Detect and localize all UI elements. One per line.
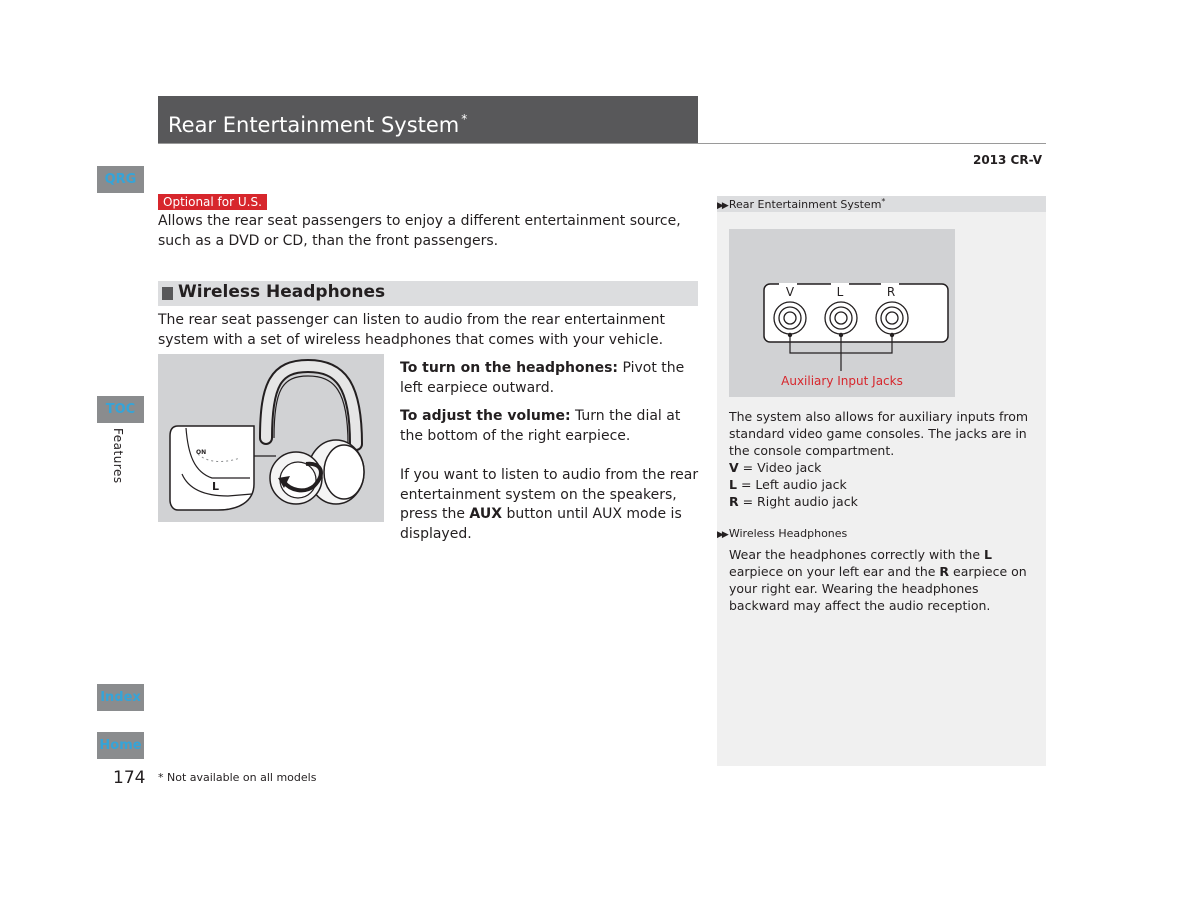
l-label: L — [212, 480, 220, 493]
jacks-caption: Auxiliary Input Jacks — [781, 374, 903, 388]
sidebar-heading-wireless-headphones[interactable]: ▶▶ Wireless Headphones — [717, 527, 848, 540]
double-arrow-icon: ▶▶ — [717, 530, 727, 540]
headphones-icon — [158, 354, 384, 522]
sidebar-heading-rear-entertainment[interactable]: ▶▶ Rear Entertainment System* — [717, 197, 886, 211]
jack-l — [825, 302, 857, 334]
jack-v — [774, 302, 806, 334]
optional-badge: Optional for U.S. — [158, 194, 267, 210]
jack-r — [876, 302, 908, 334]
section-label: Features — [111, 428, 125, 484]
model-label: 2013 CR-V — [972, 153, 1042, 167]
instruction-turn-on: To turn on the headphones: Pivot the left earpiece outward. — [400, 360, 685, 396]
intro-text: Allows the rear seat passengers to enjoy a different entertainment source, such as a DVD or CD, than the front passengers. — [158, 213, 681, 249]
input-jacks-illustration — [729, 229, 955, 397]
instruction-volume: To adjust the volume: Turn the dial at the bottom of the right earpiece. — [400, 408, 681, 444]
jack-label-r: R — [886, 285, 896, 299]
double-arrow-icon: ▶▶ — [717, 201, 727, 211]
headphones-paragraph: The rear seat passenger can listen to audio from the rear entertainment system with a set of wireless headphones that comes with your vehicle. — [158, 312, 665, 348]
on-label: ON — [196, 449, 207, 456]
subheading: Wireless Headphones — [178, 282, 386, 302]
input-jacks-icon — [729, 229, 955, 397]
headphones-note: Wear the headphones correctly with the L earpiece on your left ear and the R earpiece on your right ear. Wearing the headphones backward may affect the audio reception. — [729, 547, 1027, 613]
footnote: * Not available on all models — [158, 771, 317, 784]
legend-video: V = Video jack — [729, 460, 822, 475]
title-asterisk: * — [461, 112, 468, 126]
qrg-tab[interactable]: QRG — [97, 166, 144, 193]
home-tab[interactable]: Home — [97, 732, 144, 759]
aux-description: The system also allows for auxiliary inputs from standard video game consoles. The jacks are in the console compartment. V = Video jack L = Left audio jack R = Right audio jack — [729, 408, 1039, 510]
index-tab[interactable]: Index — [97, 684, 144, 711]
jack-label-v: V — [785, 285, 795, 299]
page-number: 174 — [113, 768, 146, 788]
subheading-marker — [162, 287, 173, 300]
legend-right: R = Right audio jack — [729, 494, 858, 509]
legend-left: L = Left audio jack — [729, 477, 847, 492]
toc-tab[interactable]: TOC — [97, 396, 144, 423]
page-title: Rear Entertainment System * — [168, 112, 468, 137]
headphones-illustration — [158, 354, 384, 522]
title-divider — [158, 143, 1046, 144]
jack-label-l: L — [836, 285, 844, 299]
instruction-aux: If you want to listen to audio from the rear entertainment system on the speakers, press the AUX button until AUX mode is displayed. — [400, 467, 699, 542]
